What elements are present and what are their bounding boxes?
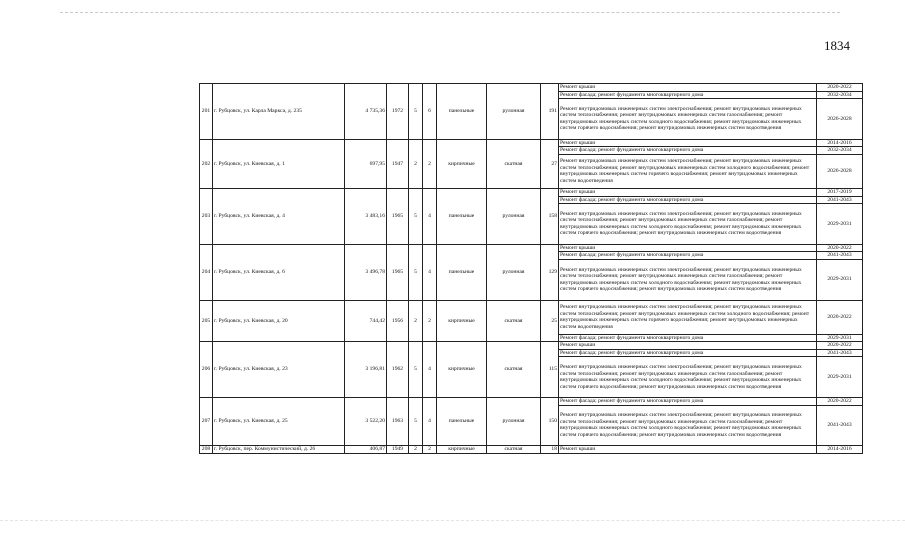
work-period-cell: 2041-2043 <box>817 196 863 204</box>
row-number: 203 <box>200 188 213 244</box>
year-cell: 1963 <box>387 397 409 445</box>
work-period-cell: 2020-2022 <box>817 342 863 350</box>
area-cell: 697,95 <box>345 139 387 188</box>
work-period-cell: 2020-2022 <box>817 300 863 334</box>
table-row <box>200 300 863 334</box>
page-number: 1834 <box>824 38 850 53</box>
apartments-cell: 115 <box>541 342 559 398</box>
work-period-cell: 2014-2016 <box>817 446 863 454</box>
area-cell: 3 522,20 <box>345 397 387 445</box>
entrances-cell: 4 <box>423 244 437 300</box>
address-cell: г. Рубцовск, ул. Киевская, д. 6 <box>213 244 345 300</box>
work-description-cell: Ремонт внутридомовых инженерных систем электроснабжения; ремонт внутридомовых инженерных систем теплоснабжения; ремонт внутридомовых инженерных систем газоснабжения; ремонт внутридомовых инженерных систем холодного водоснабжения; ремонт внутридомовых инженерных систем горячего водоснабжения; ремонт внутридомовых инженерных систем водоотведения <box>559 204 817 245</box>
address-cell: г. Рубцовск, ул. Киевская, д. 25 <box>213 397 345 445</box>
work-period-cell: 2029-2031 <box>817 357 863 398</box>
scan-artifact-line <box>0 520 905 521</box>
address-cell: г. Рубцовск, ул. Карла Маркса, д. 235 <box>213 84 345 140</box>
row-number: 201 <box>200 84 213 140</box>
work-period-cell: 2029-2031 <box>817 204 863 245</box>
floors-cell: 5 <box>409 84 423 140</box>
entrances-cell: 4 <box>423 397 437 445</box>
entrances-cell: 4 <box>423 188 437 244</box>
floors-cell: 5 <box>409 397 423 445</box>
wall-material-cell: кирпичные <box>437 446 487 454</box>
work-description-cell: Ремонт крыши <box>559 188 817 196</box>
year-cell: 1962 <box>387 342 409 398</box>
apartments-cell: 25 <box>541 300 559 342</box>
work-period-cell: 2041-2043 <box>817 405 863 446</box>
row-number: 204 <box>200 244 213 300</box>
work-period-cell: 2041-2043 <box>817 349 863 357</box>
entrances-cell: 4 <box>423 342 437 398</box>
apartments-cell: 27 <box>541 139 559 188</box>
work-period-cell: 2026-2028 <box>817 154 863 188</box>
area-cell: 3 496,78 <box>345 244 387 300</box>
area-cell: 744,42 <box>345 300 387 342</box>
apartments-cell: 129 <box>541 244 559 300</box>
entrances-cell: 6 <box>423 84 437 140</box>
work-description-cell: Ремонт внутридомовых инженерных систем электроснабжения; ремонт внутридомовых инженерных систем теплоснабжения; ремонт внутридомовых инженерных систем холодного водоснабжения; ремонт внутридомовых инженерных систем горячего водоснабжения; ремонт внутридомовых инженерных систем водоотведения <box>559 300 817 334</box>
roof-type-cell: скатная <box>487 300 541 342</box>
wall-material-cell: панельные <box>437 84 487 140</box>
work-description-cell: Ремонт внутридомовых инженерных систем электроснабжения; ремонт внутридомовых инженерных систем теплоснабжения; ремонт внутридомовых инженерных систем газоснабжения; ремонт внутридомовых инженерных систем холодного водоснабжения; ремонт внутридомовых инженерных систем горячего водоснабжения; ремонт внутридомовых инженерных систем водоотведения <box>559 259 817 300</box>
work-description-cell: Ремонт фасада; ремонт фундамента многоквартирного дома <box>559 397 817 405</box>
work-period-cell: 2029-2031 <box>817 259 863 300</box>
work-description-cell: Ремонт крыши <box>559 84 817 92</box>
work-period-cell: 2041-2043 <box>817 252 863 260</box>
work-description-cell: Ремонт фасада; ремонт фундамента многоквартирного дома <box>559 252 817 260</box>
entrances-cell: 2 <box>423 446 437 454</box>
year-cell: 1949 <box>387 446 409 454</box>
work-description-cell: Ремонт внутридомовых инженерных систем электроснабжения; ремонт внутридомовых инженерных систем теплоснабжения; ремонт внутридомовых инженерных систем холодного водоснабжения; ремонт внутридомовых инженерных систем горячего водоснабжения; ремонт внутридомовых инженерных систем водоотведения <box>559 154 817 188</box>
work-description-cell: Ремонт фасада; ремонт фундамента многоквартирного дома <box>559 91 817 99</box>
floors-cell: 2 <box>409 446 423 454</box>
floors-cell: 2 <box>409 300 423 342</box>
wall-material-cell: панельные <box>437 397 487 445</box>
wall-material-cell: панельные <box>437 188 487 244</box>
address-cell: г. Рубцовск, ул. Киевская, д. 20 <box>213 300 345 342</box>
work-period-cell: 2020-2022 <box>817 397 863 405</box>
work-description-cell: Ремонт внутридомовых инженерных систем электроснабжения; ремонт внутридомовых инженерных систем теплоснабжения; ремонт внутридомовых инженерных систем газоснабжения; ремонт внутридомовых инженерных систем холодного водоснабжения; ремонт внутридомовых инженерных систем горячего водоснабжения; ремонт внутридомовых инженерных систем водоотведения <box>559 357 817 398</box>
work-period-cell: 2020-2022 <box>817 84 863 92</box>
address-cell: г. Рубцовск, ул. Киевская, д. 4 <box>213 188 345 244</box>
apartments-cell: 18 <box>541 446 559 454</box>
work-description-cell: Ремонт фасада; ремонт фундамента многоквартирного дома <box>559 196 817 204</box>
row-number: 205 <box>200 300 213 342</box>
work-description-cell: Ремонт фасада; ремонт фундамента многоквартирного дома <box>559 334 817 342</box>
work-period-cell: 2014-2016 <box>817 139 863 147</box>
address-cell: г. Рубцовск, ул. Киевская, д. 1 <box>213 139 345 188</box>
roof-type-cell: рулонная <box>487 84 541 140</box>
table-row <box>200 342 863 350</box>
table-row <box>200 446 863 454</box>
table-row <box>200 244 863 252</box>
work-description-cell: Ремонт фасада; ремонт фундамента многоквартирного дома <box>559 349 817 357</box>
area-cell: 3 483,16 <box>345 188 387 244</box>
wall-material-cell: кирпичные <box>437 139 487 188</box>
wall-material-cell: кирпичные <box>437 342 487 398</box>
page-top-edge <box>60 12 840 13</box>
area-cell: 406,87 <box>345 446 387 454</box>
entrances-cell: 2 <box>423 139 437 188</box>
work-period-cell: 2032-2034 <box>817 147 863 155</box>
work-description-cell: Ремонт крыши <box>559 139 817 147</box>
row-number: 207 <box>200 397 213 445</box>
floors-cell: 5 <box>409 244 423 300</box>
year-cell: 1947 <box>387 139 409 188</box>
address-cell: г. Рубцовск, ул. Киевская, д. 23 <box>213 342 345 398</box>
row-number: 206 <box>200 342 213 398</box>
apartments-cell: 158 <box>541 188 559 244</box>
wall-material-cell: кирпичные <box>437 300 487 342</box>
work-description-cell: Ремонт крыши <box>559 446 817 454</box>
row-number: 202 <box>200 139 213 188</box>
work-period-cell: 2017-2019 <box>817 188 863 196</box>
table-row <box>200 84 863 92</box>
table-row <box>200 188 863 196</box>
year-cell: 1956 <box>387 300 409 342</box>
row-number: 208 <box>200 446 213 454</box>
year-cell: 1965 <box>387 188 409 244</box>
table-row <box>200 397 863 405</box>
work-period-cell: 2032-2034 <box>817 91 863 99</box>
apartments-cell: 150 <box>541 397 559 445</box>
roof-type-cell: рулонная <box>487 188 541 244</box>
floors-cell: 5 <box>409 342 423 398</box>
roof-type-cell: рулонная <box>487 244 541 300</box>
work-description-cell: Ремонт внутридомовых инженерных систем электроснабжения; ремонт внутридомовых инженерных систем теплоснабжения; ремонт внутридомовых инженерных систем газоснабжения; ремонт внутридомовых инженерных систем холодного водоснабжения; ремонт внутридомовых инженерных систем горячего водоснабжения; ремонт внутридомовых инженерных систем водоотведения <box>559 405 817 446</box>
area-cell: 3 196,81 <box>345 342 387 398</box>
apartments-cell: 191 <box>541 84 559 140</box>
work-description-cell: Ремонт фасада; ремонт фундамента многоквартирного дома <box>559 147 817 155</box>
table-row <box>200 139 863 147</box>
work-description-cell: Ремонт крыши <box>559 342 817 350</box>
work-description-cell: Ремонт крыши <box>559 244 817 252</box>
entrances-cell: 2 <box>423 300 437 342</box>
roof-type-cell: скатная <box>487 446 541 454</box>
wall-material-cell: панельные <box>437 244 487 300</box>
floors-cell: 2 <box>409 139 423 188</box>
roof-type-cell: скатная <box>487 342 541 398</box>
roof-type-cell: скатная <box>487 139 541 188</box>
year-cell: 1972 <box>387 84 409 140</box>
work-description-cell: Ремонт внутридомовых инженерных систем электроснабжения; ремонт внутридомовых инженерных систем теплоснабжения; ремонт внутридомовых инженерных систем газоснабжения; ремонт внутридомовых инженерных систем холодного водоснабжения; ремонт внутридомовых инженерных систем горячего водоснабжения; ремонт внутридомовых инженерных систем водоотведения <box>559 99 817 140</box>
work-period-cell: 2020-2022 <box>817 244 863 252</box>
area-cell: 4 735,36 <box>345 84 387 140</box>
year-cell: 1965 <box>387 244 409 300</box>
work-period-cell: 2029-2031 <box>817 334 863 342</box>
roof-type-cell: рулонная <box>487 397 541 445</box>
floors-cell: 5 <box>409 188 423 244</box>
housing-repair-register-table <box>199 83 863 454</box>
address-cell: г. Рубцовск, пер. Коммунистический, д. 26 <box>213 446 345 454</box>
work-period-cell: 2026-2028 <box>817 99 863 140</box>
